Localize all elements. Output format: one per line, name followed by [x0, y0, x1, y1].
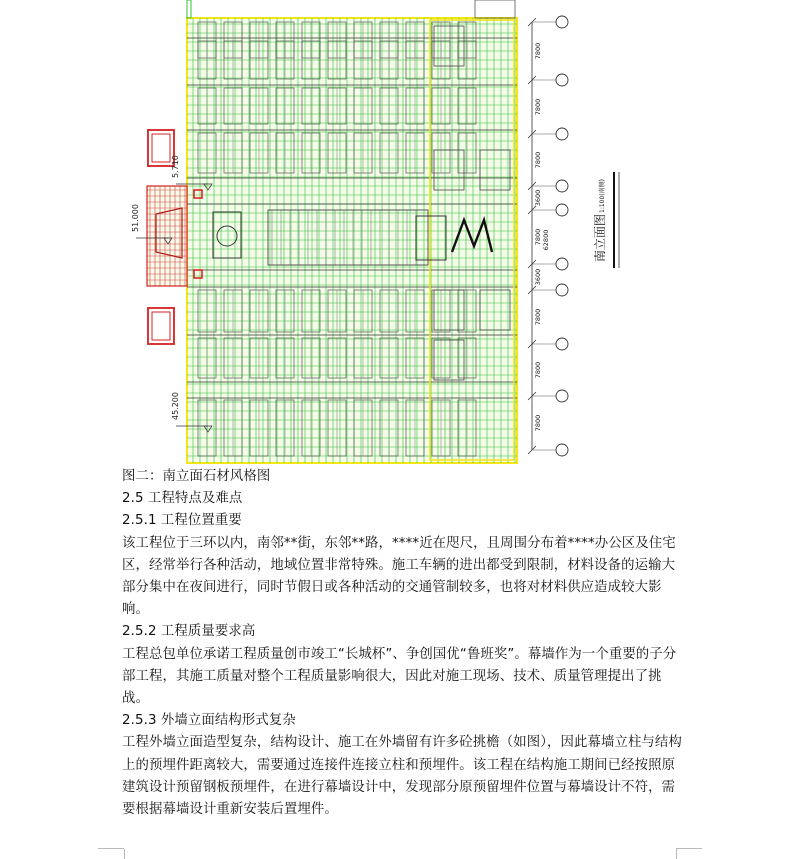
axis-bubble [556, 204, 568, 216]
paragraph-quality: 工程总包单位承诺工程质量创市竣工“长城杯”、争创国优“鲁班奖”。幕墙作为一个重要的子分部工程，其施工质量对整个工程质量影响很大，因此对施工现场、技术、质量管理提出了挑战。 [122, 646, 677, 707]
south-elevation-drawing [120, 0, 640, 468]
section-heading-2-5-2: 2.5.2 工程质量要求高 [122, 624, 256, 640]
dimension-label: 7800 [534, 98, 542, 116]
axis-bubble [556, 16, 568, 28]
drawing-scale: 1:100(南侧) [599, 179, 606, 213]
axis-bubble [556, 180, 568, 192]
dimension-label: 7800 [534, 151, 542, 169]
dimension-label: 7800 [534, 414, 542, 432]
left-canopy-bottom-inner [152, 312, 170, 340]
section-heading-2-5-3: 2.5.3 外墙立面结构形式复杂 [122, 713, 296, 729]
figure-caption: 图二：南立面石材风格图 [122, 469, 271, 484]
axis-bubble [556, 338, 568, 350]
drawing-title: 南立面图 [593, 213, 607, 262]
axis-bubble [556, 258, 568, 270]
dimension-label: 7800 [534, 228, 542, 246]
dimension-label: 3600 [534, 189, 542, 207]
roof-edge-right [475, 0, 515, 18]
section-heading-2-5-1: 2.5.1 工程位置重要 [122, 513, 242, 529]
left-canopy-top-inner [152, 134, 170, 162]
axis-bubble [556, 444, 568, 456]
roof-edge-left [187, 0, 191, 18]
dimension-label: 3600 [534, 268, 542, 286]
page-corner-mark-left-h [98, 848, 124, 849]
dimension-label: 7800 [534, 42, 542, 60]
elevation-label: 45.200 [171, 392, 180, 420]
page-corner-mark-right-h [676, 848, 702, 849]
page-corner-mark-left [98, 849, 125, 859]
elevation-label: 51.000 [131, 204, 140, 232]
dimension-label: 62800 [542, 229, 550, 251]
document-text [122, 466, 682, 821]
entrance-block [147, 186, 187, 286]
paragraph-location: 该工程位于三环以内，南邻**街，东邻**路，****近在咫尺，且周围分布着****办公区及住宅区，经常举行各种活动，地域位置非常特殊。施工车辆的进出都受到限制，材料设备的运输大部分集中在夜间进行，同时节假日或各种活动的交通管制较多，也将对材料供应造成较大影响。 [122, 535, 676, 618]
axis-bubble [556, 390, 568, 402]
axis-bubble [556, 74, 568, 86]
dimension-label: 7800 [534, 361, 542, 379]
section-heading-2-5: 2.5 工程特点及难点 [122, 491, 243, 507]
axis-bubble [556, 284, 568, 296]
paragraph-facade: 工程外墙立面造型复杂，结构设计、施工在外墙留有许多砼挑檐（如图），因此幕墙立柱与结构上的预埋件距离较大，需要通过连接件连接立柱和预埋件。该工程在结构施工期间已经按照原建筑设计预留钢板预埋件，在进行幕墙设计中，发现部分原预留埋件位置与幕墙设计不符，需要根据幕墙设计重新安装后置埋件。 [122, 735, 682, 818]
dimension-label: 7800 [534, 308, 542, 326]
axis-bubble [556, 128, 568, 140]
elevation-label: 5.710 [171, 155, 180, 178]
page-corner-mark-right [676, 849, 703, 859]
